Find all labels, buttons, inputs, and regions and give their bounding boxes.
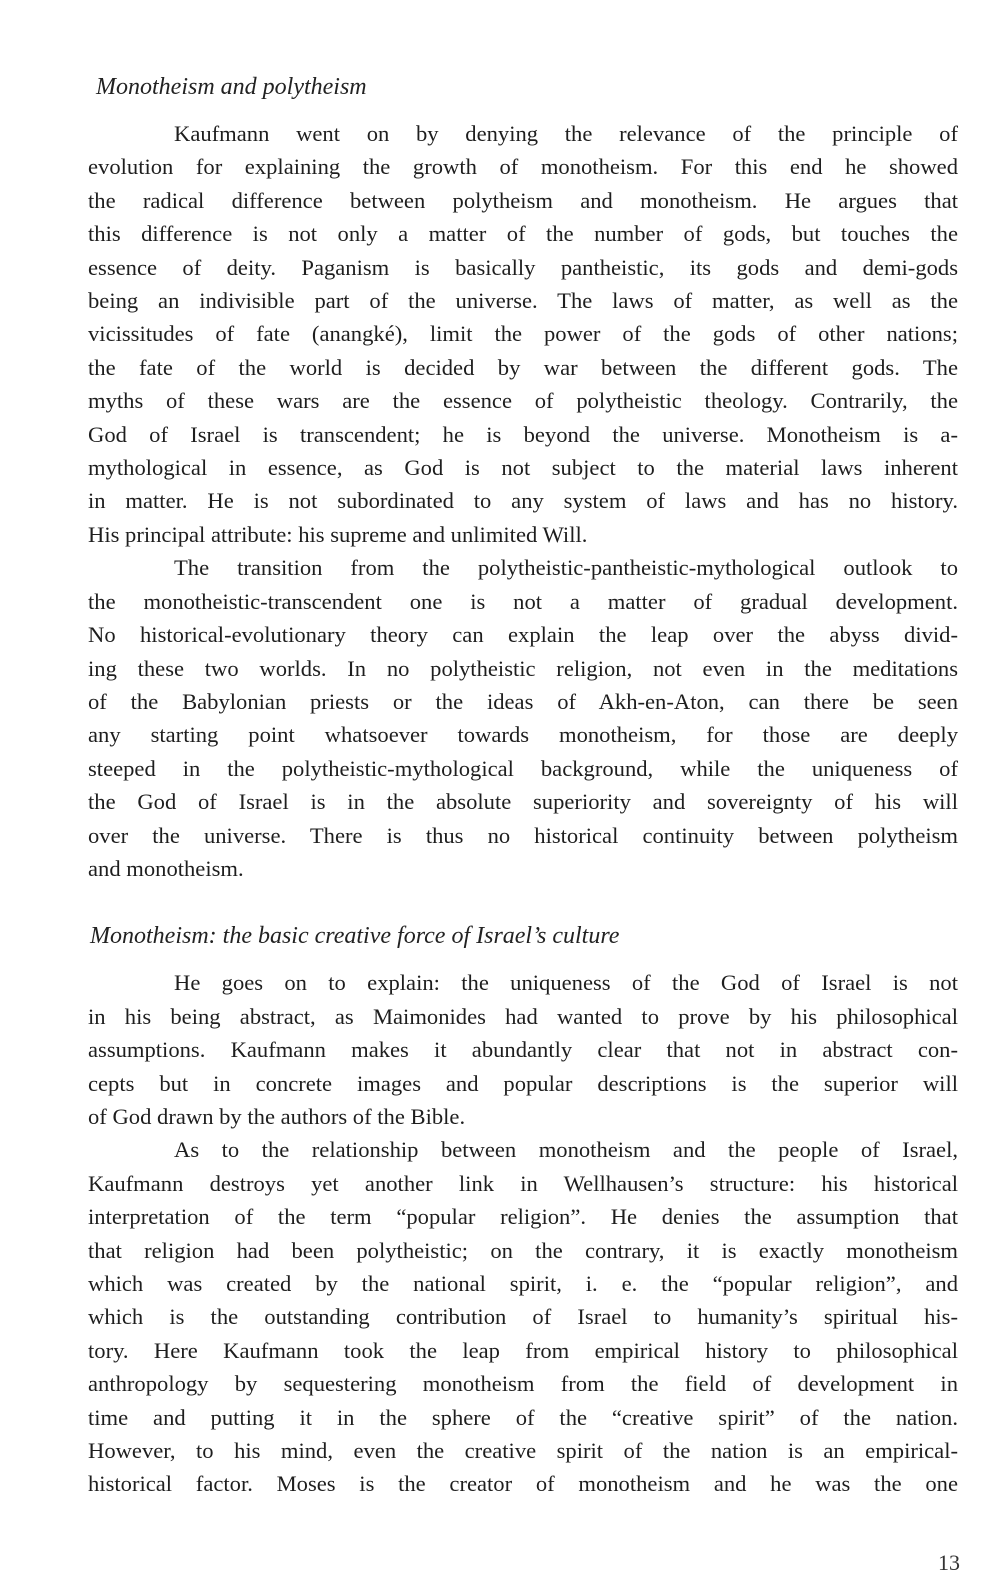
text-line: being an indivisible part of the universe. The laws of matter, as well as the <box>88 288 958 314</box>
text-line: and monotheism. <box>88 855 244 881</box>
text-line: essence of deity. Paganism is basically pantheistic, its gods and demi-gods <box>88 254 958 280</box>
text-line: over the universe. There is thus no historical continuity between polytheism <box>88 822 958 848</box>
text-line: of the Babylonian priests or the ideas of Akh-en-Aton, can there be seen <box>88 688 958 714</box>
text-line: cepts but in concrete images and popular descriptions is the superior will <box>88 1070 958 1096</box>
text-line: interpretation of the term “popular religion”. He denies the assumption that <box>88 1204 958 1230</box>
text-line: He goes on to explain: the uniqueness of the God of Israel is not <box>174 970 958 996</box>
paragraph <box>88 551 958 885</box>
section-heading-basic-creative-force: Monotheism: the basic creative force of Israel’s culture <box>90 923 620 950</box>
text-line: Kaufmann went on by denying the relevance of the principle of <box>174 121 958 146</box>
page-number: 13 <box>938 1550 960 1575</box>
text-line: the God of Israel is in the absolute superiority and sovereignty of his will <box>88 789 958 815</box>
text-line: in matter. He is not subordinated to any system of laws and has no history. <box>88 488 958 514</box>
text-line: No historical-evolutionary theory can explain the leap over the abyss divid- <box>88 622 958 648</box>
text-line: assumptions. Kaufmann makes it abundantly clear that not in abstract con- <box>88 1037 958 1063</box>
text-line: anthropology by sequestering monotheism from the field of development in <box>88 1371 958 1397</box>
text-line: His principal attribute: his supreme and unlimited Will. <box>88 521 588 547</box>
text-line: The transition from the polytheistic-pantheistic-mythological outlook to <box>174 555 958 581</box>
text-line: time and putting it in the sphere of the “creative spirit” of the nation. <box>88 1404 958 1430</box>
text-line: the radical difference between polytheism and monotheism. He argues that <box>88 187 958 213</box>
text-line: myths of these wars are the essence of polytheistic theology. Contrarily, the <box>88 388 958 414</box>
text-line: ing these two worlds. In no polytheistic religion, not even in the meditations <box>88 655 958 681</box>
text-line: vicissitudes of fate (anangké), limit the power of the gods of other nations; <box>88 321 958 347</box>
text-line: However, to his mind, even the creative spirit of the nation is an empirical- <box>88 1438 958 1464</box>
document-page <box>88 70 958 1501</box>
text-line: in his being abstract, as Maimonides had wanted to prove by his philosophical <box>88 1003 958 1029</box>
text-line: evolution for explaining the growth of monotheism. For this end he showed <box>88 154 958 180</box>
text-line: Kaufmann destroys yet another link in Wellhausen’s structure: his historical <box>88 1170 958 1196</box>
text-line: tory. Here Kaufmann took the leap from empirical history to philosophical <box>88 1337 958 1363</box>
text-line: steeped in the polytheistic-mythological background, while the uniqueness of <box>88 755 958 781</box>
paragraph <box>88 117 958 551</box>
paragraph <box>88 1133 958 1500</box>
text-line: God of Israel is transcendent; he is beyond the universe. Monotheism is a- <box>88 421 958 447</box>
section-heading-monotheism-polytheism: Monotheism and polytheism <box>96 74 367 100</box>
text-line: this difference is not only a matter of the number of gods, but touches the <box>88 221 958 247</box>
text-line: any starting point whatsoever towards monotheism, for those are deeply <box>88 722 958 748</box>
paragraph <box>88 966 958 1133</box>
text-line: As to the relationship between monotheism and the people of Israel, <box>174 1137 958 1163</box>
text-line: that religion had been polytheistic; on the contrary, it is exactly monotheism <box>88 1237 958 1263</box>
text-line: mythological in essence, as God is not subject to the material laws inherent <box>88 455 958 481</box>
text-line: of God drawn by the authors of the Bible. <box>88 1103 466 1129</box>
text-line: historical factor. Moses is the creator of monotheism and he was the one <box>88 1471 958 1497</box>
text-line: which is the outstanding contribution of Israel to humanity’s spiritual his- <box>88 1304 958 1330</box>
text-line: the monotheistic-transcendent one is not a matter of gradual development. <box>88 588 958 614</box>
text-line: which was created by the national spirit, i. e. the “popular religion”, and <box>88 1271 958 1296</box>
text-line: the fate of the world is decided by war between the different gods. The <box>88 354 958 380</box>
